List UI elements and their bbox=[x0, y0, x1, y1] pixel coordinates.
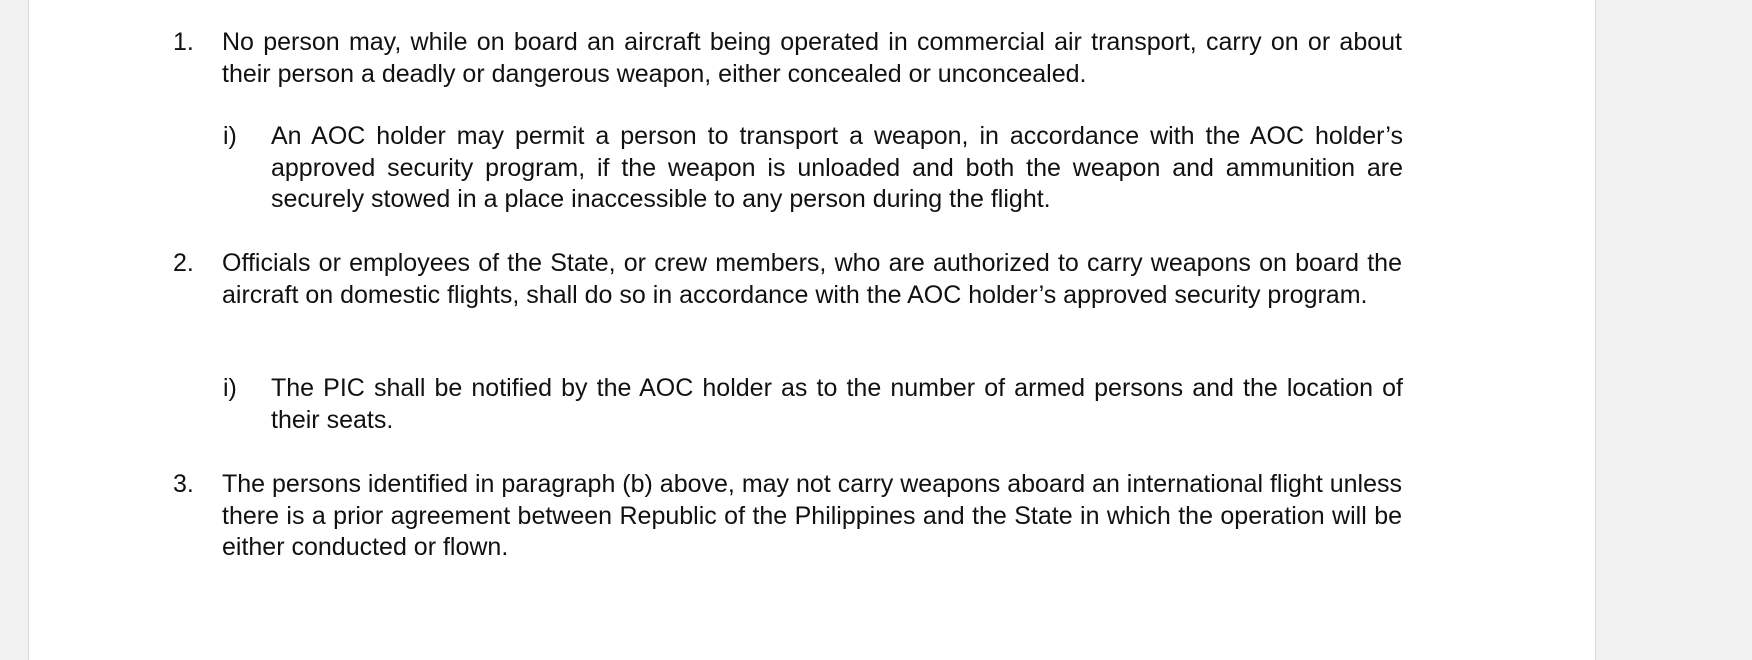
list-item-text: The persons identified in paragraph (b) above, may not carry weapons aboard an international flight unless there is a prior agreement between Republic of the Philippines and the State in which the operation will be either conducted or flown. bbox=[222, 470, 1402, 561]
sub-item-2-i bbox=[223, 373, 1405, 437]
document-page bbox=[28, 0, 1596, 660]
list-item-3 bbox=[173, 469, 1405, 565]
sub-item-text: An AOC holder may permit a person to transport a weapon, in accordance with the AOC holder’s approved security program, if the weapon is unloaded and both the weapon and ammunition are securely stowed in a place inaccessible to any person during the flight. bbox=[271, 122, 1403, 213]
list-item-text: Officials or employees of the State, or crew members, who are authorized to carry weapons on board the aircraft on domestic flights, shall do so in accordance with the AOC holder’s approved security program. bbox=[222, 249, 1402, 309]
list-item-marker: 2. bbox=[173, 249, 194, 277]
sub-item-1-i bbox=[223, 121, 1405, 217]
list-item-marker: 3. bbox=[173, 470, 194, 498]
list-item-text: No person may, while on board an aircraft being operated in commercial air transport, carry on or about their person a deadly or dangerous weapon, either concealed or unconcealed. bbox=[222, 28, 1402, 88]
sub-item-text: The PIC shall be notified by the AOC holder as to the number of armed persons and the location of their seats. bbox=[271, 374, 1403, 434]
list-item-2 bbox=[173, 248, 1405, 344]
sub-item-marker: i) bbox=[223, 122, 237, 150]
sub-item-marker: i) bbox=[223, 374, 237, 402]
list-item-1 bbox=[173, 27, 1405, 91]
list-item-marker: 1. bbox=[173, 28, 194, 56]
